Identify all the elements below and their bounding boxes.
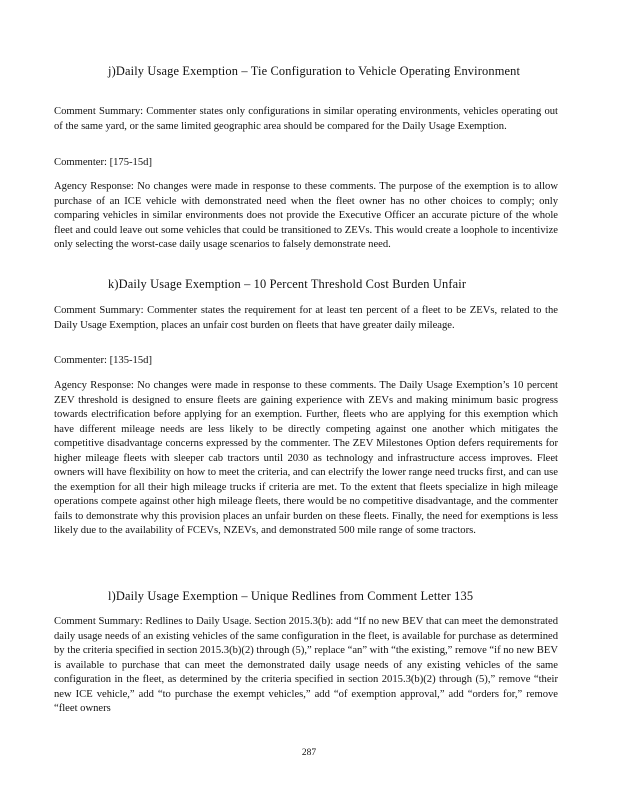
section-j-commenter: Commenter: [175-15d] bbox=[54, 157, 152, 168]
section-j-comment-summary: Comment Summary: Commenter states only configurations in similar operating environments, vehicles operating out of the same yard, or the same limited geographic area should be compared for the Daily Usage Exemption. bbox=[54, 106, 558, 132]
section-j-heading: j)Daily Usage Exemption – Tie Configuration to Vehicle Operating Environment bbox=[108, 64, 521, 78]
section-k-commenter: Commenter: [135-15d] bbox=[54, 355, 152, 366]
section-k-heading: k)Daily Usage Exemption – 10 Percent Threshold Cost Burden Unfair bbox=[108, 277, 467, 291]
section-j-agency-response: Agency Response: No changes were made in response to these comments. The purpose of the exemption is to allow purchase of an ICE vehicle with demonstrated need when the fleet owner has no other choices to comply; only comparing vehicles in similar environments does not provide the Executive Officer an accurate picture of the whole fleet and could leave out some vehicles that could be transitioned to ZEVs. This would create a loophole to incentivize only selecting the worst-case daily usage scenarios to falsely demonstrate need. bbox=[54, 181, 558, 250]
section-l-heading: l)Daily Usage Exemption – Unique Redlines from Comment Letter 135 bbox=[108, 589, 474, 603]
section-l-comment-summary: Comment Summary: Redlines to Daily Usage. Section 2015.3(b): add “If no new BEV that can meet the demonstrated daily usage needs of an existing vehicles of the same configuration in the fleet, is available for purchase as determined by the criteria specified in section 2015.3(b)(2) through (5),” replace “an” with “the existing,” remove “if no new BEV is available to purchase that can meet the demonstrated daily usage needs of any existing vehicles of the same configuration in the fleet, as determined by the criteria specified in section 2015.3(b)(2) through (5),” remove “their new ICE vehicle,” add “to purchase the exempt vehicles,” add “of exemption approval,” add “orders for,” remove “fleet owners bbox=[54, 616, 558, 714]
section-k-agency-response: Agency Response: No changes were made in response to these comments. The Daily Usage Exemption’s 10 percent ZEV threshold is designed to ensure fleets are gaining experience with ZEVs and making minimum basic progress towards electrification before applying for an exemption. Further, fleets who are applying for this exemption which have different mileage needs are less likely to be directly competing against one another which mitigates the competitive disadvantage concerns expressed by the commenter. The ZEV Milestones Option defers requirements for higher mileage fleets with sleeper cab tractors until 2030 as technology and infrastructure access improves. Fleet owners will have flexibility on how to meet the criteria, and can electrify the lower range need trucks first, and can use the exemption for all their high mileage trucks if criteria are met. To the extent that fleets specialize in high mileage operations compete against other high mileage fleets, there would be no competitive disadvantage, and the commenter fails to demonstrate why this provision places an unfair burden on these fleets. Finally, the need for exemptions is less likely due to the availability of FCEVs, NZEVs, and demonstrated 500 mile range of some tractors. bbox=[54, 380, 558, 536]
page-number: 287 bbox=[301, 748, 317, 758]
section-k-comment-summary: Comment Summary: Commenter states the requirement for at least ten percent of a fleet to be ZEVs, related to the Daily Usage Exemption, places an unfair cost burden on fleets that have greater daily mileage. bbox=[54, 305, 558, 331]
